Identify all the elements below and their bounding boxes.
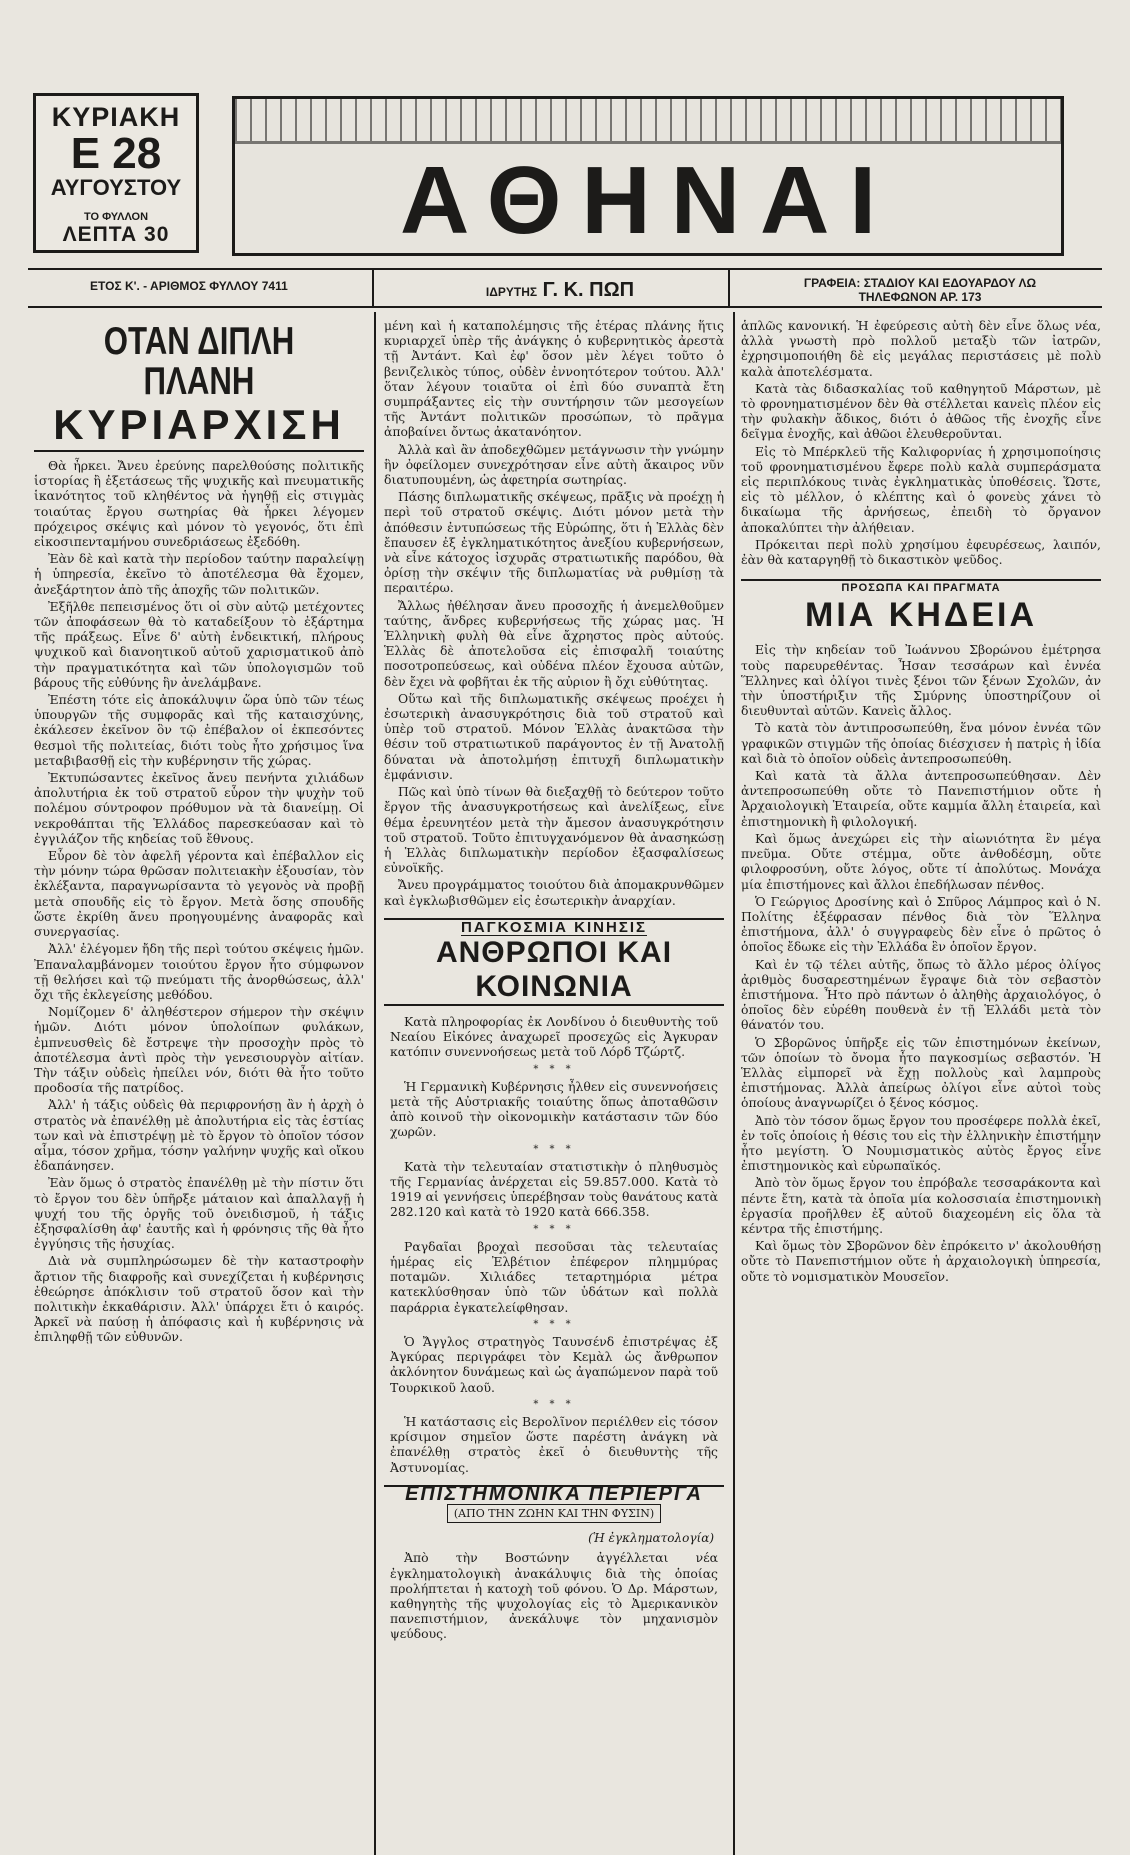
periergа-body bbox=[384, 1550, 724, 1641]
founder-name: Γ. Κ. ΠΩΠ bbox=[542, 279, 635, 301]
column-1 bbox=[34, 318, 364, 1855]
article-paragraph: Ἄλλως ἠθέλησαν ἄνευ προσοχῆς ἡ ἀνεμελθοῦμεν ταύτης, ἄνδρες κυβερνήσεως τῆς χώρας μας. Ἡ Ἑλληνικὴ φυλὴ θὰ εἶνε ἄχρηστος πρὸς αὐτούς. Ἑλλὰς δὲ ἀποτελοῦσα εἰς ἐπισφαλῆ τοιαύτης ποσοτροπεύσεως, καὶ οὐδένα πλέον ἔχουσα αὐτῶν, δὲν ἔχει νὰ φοβῆται ἐκ τῆς αὐριον ἢ ὄχι εὐθύτητας. bbox=[384, 597, 724, 689]
column-3 bbox=[741, 318, 1101, 1855]
day-of-week: ΚΥΡΙΑΚΗ bbox=[51, 102, 181, 132]
world-item: Ραγδαῖαι βροχαὶ πεσοῦσαι τὰς τελευταίας ἡμέρας εἰς Ἐλβέτιον ἐπέφερον πλημμύρας ποταμῶν. Χιλιάδες τεταρτημόρια μέτρα κατεκλύσθησαν ὑπὸ τῶν ὑδάτων καὶ πολλὰ παράρρια ἐγκατελείφθησαν. bbox=[390, 1238, 718, 1315]
continuation-paragraph: Εἰς τὸ Μπέρκλεϋ τῆς Καλιφορνίας ἡ χρησιμοποίησις τοῦ φρονηματισμένου ἔφερε πολὺ καλὰ συμπεράσματα εἰς περιπλόκους τινὰς ἐγκληματικὰς ὑποθέσεις. Ὥστε, εἰς τὸ μέλλον, ὁ κλέπτης καὶ ὁ φονεὺς χάνει τὸ δικαίωμα τῆς ἀρνήσεως, ἐπειδὴ τὸ ὄργανον ἀποκαλύπτει τὴν ἀλήθειαν. bbox=[741, 443, 1101, 535]
column-2 bbox=[384, 318, 724, 1855]
founder-line bbox=[430, 279, 690, 302]
article-headline-1: ΟΤΑΝ ΔΙΠΛΗ ΠΛΑΝΗ bbox=[103, 320, 295, 403]
article-paragraph: Ἐκτυπώσαντες ἐκεῖνος ἄνευ πενήντα χιλιάδων ἀπολυτήρια ἐκ τοῦ στρατοῦ εὗρον τὴν ψυχὴν τοῦ πολέμου σύντροφον πρόθυμον νὰ τὰ διανείμῃ. Οἱ νεκροθάπται τῆς Ἑλλάδος παρεσκεύασαν καὶ τὸ ἐγγιλάζον τῆς κηδείας τοῦ ἔθνους. bbox=[34, 770, 364, 846]
funeral-paragraph: Εἰς τὴν κηδείαν τοῦ Ἰωάννου Σβορώνου ἐμέτρησα τοὺς παρευρεθέντας. Ἦσαν τεσσάρων καὶ ἐννέα Ἕλληνες καὶ ὀλίγοι τινὲς ξένοι τῶν ξένων Σχολῶν, ἀν τὴν ὑποστήριξιν τῆς Σμύρνης ὑποστηρίζουν οἱ διευθυνταὶ αὐτῶν. Κανεὶς ἄλλος. bbox=[741, 642, 1101, 719]
offices-block bbox=[740, 276, 1100, 304]
article-continuation: μένη καὶ ἡ καταπολέμησις τῆς ἑτέρας πλάνης ἥτις κυριαρχεῖ ὑπὲρ τῆς ἀνάγκης ὁ κυβερνητικὸς ἀρεστὰ τῇ Ἀντάντ. Καὶ ἐφ' ὅσον μὲν λέγει τοῦτο ὁ βενιζελικὸς τύπος, οὐδὲν ἐννοητότερον τούτου. Ἀλλ' ὅταν λέγουν τοιαῦτα οἱ ἐπὶ δύο συναπτὰ ἔτη συμπράξαντες εἰς τὴν συντήρησιν τῶν μεσογείων τῆς Ἀντάντ πολιτικῶν προσώπων, τὸ πρᾶγμα ἀποβαίνει ὄντως ἀκατανόητον. bbox=[384, 318, 724, 440]
founder-label: ΙΔΡΥΤΗΣ bbox=[485, 285, 538, 299]
world-items bbox=[384, 1014, 724, 1475]
funeral-section-header bbox=[741, 579, 1101, 634]
funeral-paragraph: Τὸ κατὰ τὸν ἀντιπροσωπεύθη, ἕνα μόνον ἐννέα τῶν γραφικῶν στιγμῶν τῆς ὁποίας διέσχισεν ἡ πατρὶς ἡ ἰδία καὶ διὰ τὸ ὁποῖον οὐδεὶς ἀντεπροσωπεύθη. bbox=[741, 720, 1101, 766]
article-paragraph: Ἀλλ' ἡ τάξις οὐδεὶς θὰ περιφρονήσῃ ἂν ἡ ἀρχὴ ὁ στρατὸς νὰ ἐπανέλθῃ μὲ ἀπολυτήρια εἰς τὰς ἑστίας των καὶ νὰ ἐπιστρέψῃ μὲ τὸ ἔργον τὸ ὁποῖον τόσον αἷμα, τόσον χρῆμα, τόσην γαλήνην ψυχῆς καὶ οἴκου ἐδαπάνησεν. bbox=[34, 1097, 364, 1174]
world-item: Κατὰ τὴν τελευταίαν στατιστικὴν ὁ πληθυσμὸς τῆς Γερμανίας ἀνέρχεται εἰς 59.857.000. Κατὰ τὸ 1919 αἱ γεννήσεις ὑπερέβησαν τοὺς θανάτους κατὰ 282.120 καὶ κατὰ τὸ 1920 κατὰ 666.358. bbox=[390, 1158, 718, 1220]
funeral-paragraph: Ὁ Γεώργιος Δροσίνης καὶ ὁ Σπῦρος Λάμπρος καὶ ὁ Ν. Πολίτης ἐξέφρασαν πένθος διὰ τὸν Ἕλληνα ἐπιστήμονα, ἀλλ' ὁ συγγραφεὺς δὲν εἶνε ὁ πρῶτος ὁ ὁποῖος ἔδωκε εἰς τὴν Ἑλλάδα ἓν ὁποῖον ἔργον. bbox=[741, 893, 1101, 955]
article-paragraph: Πάσης διπλωματικῆς σκέψεως, πρᾶξις νὰ προέχῃ ἡ περὶ τοῦ στρατοῦ σκέψις. Διότι μόνον μετὰ τὴν ἀπόθεσιν ἐντυπώσεως τῆς Εὐρώπης, ὅτι ἡ Ἑλλὰς δὲν ἔπαυσεν ἐξ ἐγκληματικότητος ἀνεξίου κυβερνήσεων, νὰ εἶνε κάτοχος ἰσχυρᾶς στρατιωτικῆς παρόδου, θὰ ὀρίσῃ τὴν σκέψιν τῆς διπλωματίας νὰ ρυθμίσῃ τὰ περαιτέρω. bbox=[384, 489, 724, 596]
offices-address: ΓΡΑΦΕΙΑ: ΣΤΑΔΙΟΥ ΚΑΙ ΕΔΟΥΑΡΔΟΥ ΛΩ bbox=[803, 276, 1037, 290]
article-paragraph: Θὰ ἦρκει. Ἄνευ ἐρεύνης παρελθούσης πολιτικῆς ἱστορίας ἢ ἐξετάσεως τῆς ψυχικῆς καὶ πνευματικῆς ἱκανότητος τοῦ κληθέντος νὰ ἡγηθῇ εἰς στιγμὰς τοιαύτας ἔργου σωτηρίας θὰ ἦρκει λέγομεν πρόχειρος σκέψις καὶ μόνον τὸ γεγονός, ὅτι ἐπὶ εἰκοσιπενταμήνου συνεδριάσεως ἐξεδόθη. bbox=[34, 458, 364, 550]
article-paragraph: Διὰ νὰ συμπληρώσωμεν δὲ τὴν καταστροφὴν ἄρτιον τῆς διαφροῆς καὶ συνεχίζεται ἡ κυβέρνησις ἐθεώρησε ἀπόκλισιν τοῦ στρατοῦ ὅσον καὶ τὴν πολιτικὴν ἐκκαθάρισιν. Ἀλλ' ὑπάρχει ἔτι ὁ καιρός. Ἀρκεῖ νὰ παύσῃ ἡ ἀπόφασις καὶ ἡ κυβέρνησις νὰ ἐπιληφθῇ τῶν εὐθυνῶν. bbox=[34, 1253, 364, 1345]
article-paragraph: Οὕτω καὶ τῆς διπλωματικῆς σκέψεως προέχει ἡ ἐσωτερικὴ ἀνασυγκρότησις διὰ τοῦ στρατοῦ καὶ ὑπὲρ τοῦ στρατοῦ. Μόνον Ἑλλὰς ἀνακτῶσα τὴν θέσιν τοῦ στρατιωτικοῦ παράγοντος ἐν τῇ Ἀνατολῇ δύναται νὰ ἀποτολμήσῃ ἐπιτυχῆ διπλωματικὴν ἐμφάνισιν. bbox=[384, 690, 724, 782]
article-paragraph: Εὗρον δὲ τὸν ἀφελῆ γέροντα καὶ ἐπέβαλλον εἰς τὴν μόνην τώρα θρῶσαν πολιτειακὴν ἐξουσίαν, τὸν ἐκλέξαντα, παραγνωρίσαντα τὸ γεγονὸς νὰ προβῇ μετὰ σπουδῆς εἰς τὸ ἔργον. Μετὰ ὅσης σπουδῆς ὥστε ἐκρίθη ἄνευ προηγουμένης ἀναφορᾶς καὶ συνεργασίας. bbox=[34, 848, 364, 940]
masthead-rule-top bbox=[28, 268, 1102, 270]
month: ΑΥΓΟΥΣΤΟΥ bbox=[50, 175, 182, 200]
world-item: Ἡ κατάστασις εἰς Βερολῖνον περιέλθεν εἰς τόσον κρίσιμον σημεῖον ὥστε παρέστη ἀνάγκη νὰ ἐπανέλθῃ στρατὸς ἐκεῖ ὁ διευθυντὴς τῆς Ἀστυνομίας. bbox=[390, 1414, 718, 1475]
continuation-paragraph: Πρόκειται περὶ πολὺ χρησίμου ἐφευρέσεως, λαιπόν, ἐὰν θὰ καταργηθῇ τὸ δικαστικὸν ψεῦδος. bbox=[741, 536, 1101, 568]
column-rule-2 bbox=[733, 312, 735, 1855]
article-paragraph: Ἐπέστη τότε εἰς ἀποκάλυψιν ὥρα ὑπὸ τῶν τέως ὑπουργῶν τῆς συμφορᾶς καὶ τῆς καταισχύνης, ἐκάλεσεν ἐκεῖνον ὃν τῷ ἐπέβαλον οἱ ἐκπεσόντες θεσμοὶ τῆς πολιτείας, διότι τοὺς ἦτο χρήσιμος ἵνα μεταβιβασθῇ εἰς τὴν κυβέρνησιν τῆς χώρας. bbox=[34, 692, 364, 768]
article-paragraph: Ἀλλὰ καὶ ἂν ἀποδεχθῶμεν μετάγνωσιν τὴν γνώμην ἣν ὀφείλομεν συνεχρότησαν εἶνε αὐτὴ ἄκαιρος νῦν διατυπουμένη, ὡς ἀφετηρία σωτηρίας. bbox=[384, 441, 724, 488]
periergа-paragraph: Ἀπὸ τὴν Βοστώνην ἀγγέλλεται νέα ἐγκληματολογικὴ ἀνακάλυψις διὰ τὴς ὁποίας προλήπτεται ἡ κατοχὴ τοῦ φόνου. Ὁ Δρ. Μάρστων, καθηγητὴς τῆς ψυχολογίας εἰς τὸ Ἀμερικανικὸν πανεπιστήμιον, ἀνεκάλυψε τὸν μηχανισμὸν ψεύδους. bbox=[390, 1550, 718, 1642]
funeral-paragraph: Καὶ ὅμως ἀνεχώρει εἰς τὴν αἰωνιότητα ἓν μέγα πνεῦμα. Οὔτε στέμμα, οὔτε ἀνθοδέσμη, οὔτε φιλοφροσύνη, οὔτε λόγος, οὔτε τί ἀπολύτως. Μονάχα μία ἐπιστήμονες καὶ ἄλλοι ἐπεδήλωσαν πένθος. bbox=[741, 830, 1101, 892]
article-paragraph: Ἄνευ προγράμματος τοιούτου διὰ ἀπομακρυνθῶμεν καὶ ἐγκλωβισθῶμεν εἰς ἐσωτερικὴν ἀναρχίαν. bbox=[384, 877, 724, 908]
continuation-paragraph: ἁπλῶς κανονική. Ἡ ἐφεύρεσις αὐτὴ δὲν εἶνε ὅλως νέα, ἀλλὰ γνωστὴ πρὸ πολλοῦ μεταξὺ τῶν ἰατρῶν, ἐχρησιμοποιήθη δὲ εἰς μεγάλας περιστάσεις μὲ πολὺ καλὰ ἀποτελέσματα. bbox=[741, 318, 1101, 379]
article-paragraph: Ἀλλ' ἐλέγομεν ἤδη τῆς περὶ τούτου σκέψεις ἡμῶν. Ἐπαναλαμβάνομεν τοιούτου ἔργον ἦτο σύμφωνον τῇ θελήσει καὶ τῷ πνεύματι τῆς ἀνορθώσεως, ἀλλ' ὄχι τῆς ἐκλεγείσης μεθόδου. bbox=[34, 941, 364, 1002]
masthead-banner bbox=[232, 96, 1064, 256]
date-box bbox=[33, 93, 199, 253]
article-paragraph: Ἐὰν ὅμως ὁ στρατὸς ἐπανέλθῃ μὲ τὴν πίστιν ὅτι τὸ ἔργον του δὲν ὑπῆρξε μάταιον καὶ ἀπαλλαγῇ ἡ ψυχή του τῆς ὀργῆς τοῦ ὀνειδισμοῦ, ἡ τάξις ἐξησφαλίσθη ἀφ' ἑαυτῆς καὶ ἡ φρόνησις τῆς θὰ ἦτο ἐγγύησις τῆς ἡσυχίας. bbox=[34, 1175, 364, 1252]
periergа-section-header bbox=[384, 1482, 724, 1523]
world-item: Κατὰ πληροφορίας ἐκ Λονδίνου ὁ διευθυντὴς τοῦ Νεαίου Εἰκόνες ἀναχωρεῖ προσεχῶς εἰς Ἀγκυραν κατόπιν συνεννοήσεως μετὰ τοῦ Λόρδ Τζώρτζ. bbox=[390, 1013, 718, 1060]
periergа-headline: ΕΠΙΣΤΗΜΟΝΙΚΑ ΠΕΡΙΕΡΓΑ bbox=[405, 1482, 703, 1505]
world-item: Ἡ Γερμανικὴ Κυβέρνησις ἦλθεν εἰς συνεννοήσεις μετὰ τῆς Αὐστριακῆς τοιαύτης ὅπως ἀποταθῶσιν ἀπὸ κοινοῦ τὴν οἰκονομικὴν κατάστασιν τῶν δύο χωρῶν. bbox=[390, 1078, 718, 1140]
funeral-paragraph: Καὶ κατὰ τὰ ἄλλα ἀντεπροσωπεύθησαν. Δὲν ἀντεπροσωπεύθη οὔτε τὸ Πανεπιστήμιον οὔτε ἡ Ἀρχαιολογικὴ Ἑταιρεία, οὔτε καμμία ἄλλη ἑταιρεία, καὶ ἐπιστημονικὴ ἢ φιλολογική. bbox=[741, 768, 1101, 829]
separator-stars: * * * bbox=[533, 1223, 575, 1235]
funeral-paragraph: Ἀπὸ τὸν ὅμως ἔργον του ἐπρόβαλε τεσσαράκοντα καὶ πέντε ἔτη, κατὰ τὰ ὁποῖα μία κολοσσιαία ἐπιστημονικὴ ἐργασία προῆλθεν ἐξ αὐτοῦ διαχεομένη εἰς ὅλα τὰ κέντρα τῆς ἐπιστήμης. bbox=[741, 1175, 1101, 1236]
separator-stars: * * * bbox=[533, 1318, 575, 1330]
price-label: ΤΟ ΦΥΛΛΟΝ bbox=[83, 211, 149, 223]
article-paragraph: Ἐὰν δὲ καὶ κατὰ τὴν περίοδον ταύτην παραλείψῃ ἡ ὑπηρεσία, ἐκεῖνο τὸ ἀποτέλεσμα θὰ ἔχομεν, ἀνεξάρτητον ἀπὸ τῆς ἀποχῆς τῶν πολιτικῶν. bbox=[34, 551, 364, 597]
world-headline: ΑΝΘΡΩΠΟΙ ΚΑΙ ΚΟΙΝΩΝΙΑ bbox=[435, 935, 673, 1003]
funeral-paragraph: Καὶ ἐν τῷ τέλει αὐτῆς, ὅπως τὸ ἄλλο μέρος ὀλίγος ἀριθμὸς δυσαρεστημένων ἔγραψε διὰ τὸν σεβαστὸν ἐπιστήμονα. Ἦτο πρὸ πάντων ὁ ἀληθὴς ἀρχαιολόγος, ὁ ὁποῖος δὲν εὑρέθη πουθενὰ ἐν τῇ Ἑλλάδι μετὰ τὸν θάνατόν του. bbox=[741, 956, 1101, 1033]
separator-stars: * * * bbox=[533, 1398, 575, 1410]
world-kicker: ΠΑΓΚΟΣΜΙΑ ΚΙΝΗΣΙΣ bbox=[461, 918, 647, 936]
meta-divider-1 bbox=[372, 270, 374, 306]
date-number: Ε 28 bbox=[70, 129, 162, 178]
meta-divider-2 bbox=[728, 270, 730, 306]
offices-phone: ΤΗΛΕΦΩΝΟΝ ΑΡ. 173 bbox=[858, 290, 982, 304]
separator-stars: * * * bbox=[533, 1143, 575, 1155]
price: ΛΕΠΤΑ 30 bbox=[62, 223, 170, 246]
issue-number: ΕΤΟΣ Κ'. - ΑΡΙΘΜΟΣ ΦΥΛΛΟΥ 7411 bbox=[90, 279, 288, 293]
world-item: Ὁ Ἄγγλος στρατηγὸς Ταυνσένδ ἐπιστρέψας ἐξ Ἀγκύρας περιγράφει τὸν Κεμὰλ ὡς ἄνθρωπον ἀκλόνητον δυνάμεως καὶ ὡς ἀγαπώμενον παρὰ τοῦ Τουρκικοῦ λαοῦ. bbox=[390, 1333, 718, 1395]
article-paragraph: Πῶς καὶ ὑπὸ τίνων θὰ διεξαχθῇ τὸ δεύτερον τοῦτο ἔργον τῆς ἀνασυγκροτήσεως καὶ ἀνελίξεως, εἶνε θέμα ἐρευνητέον μετὰ τὴν ἄμεσον ἀνασυγκρότησιν τοῦ στρατοῦ. Τοῦτο ἐπιτυγχανόμενον θὰ ἀνασηκώσῃ ἡ Ἑλλὰς διπλωματικὴν περίοδον ἐξασφαλίσεως εὐνοϊκῆς. bbox=[384, 784, 724, 876]
separator-stars: * * * bbox=[533, 1063, 575, 1075]
decorative-frieze bbox=[235, 99, 1061, 144]
funeral-paragraph: Ὁ Σβορῶνος ὑπῆρξε εἰς τῶν ἐπιστημόνων ἐκείνων, τῶν ὁποίων τὸ ὄνομα ἦτο παγκοσμίως σεβαστόν. Ἡ Ἑλλὰς εἰμπορεῖ νὰ ἔχῃ πολλοὺς καὶ λαμπροὺς ἐπιστήμονας. Ἀλλὰ ἀπείρως ὀλίγοι εἶνε αὐτοὶ τοὺς ὁποίους ἀναγνωρίζει ὁ ξένος κόσμος. bbox=[741, 1034, 1101, 1111]
periergа-subhead: (ΑΠΟ ΤΗΝ ΖΩΗΝ ΚΑΙ ΤΗΝ ΦΥΣΙΝ) bbox=[447, 1504, 661, 1523]
article-headline-2: ΚΥΡΙΑΡΧΙΣΗ bbox=[34, 402, 364, 452]
periergа-topic: (Ἡ ἐγκληματολογία) bbox=[588, 1531, 714, 1546]
newspaper-title: ΑΘΗΝΑΙ bbox=[399, 147, 897, 254]
masthead-rule-bottom bbox=[28, 306, 1102, 308]
funeral-headline: ΜΙΑ ΚΗΔΕΙΑ bbox=[805, 596, 1037, 635]
funeral-paragraph: Καὶ ὅμως τὸν Σβορῶνον δὲν ἐπρόκειτο ν' ἀκολουθήσῃ οὔτε τὸ Πανεπιστήμιον οὔτε ἡ ἀρχαιολογικὴ ὑπηρεσία, οὔτε τὸ νομισματικὸν Μουσεῖον. bbox=[741, 1238, 1101, 1284]
funeral-paragraph: Ἀπὸ τὸν τόσον ὅμως ἔργον του προσέφερε πολλὰ ἐκεῖ, ἐν τοῖς ὁποίοις ἡ θέσις του εἰς τὴν ἑλληνικὴν ἐπιστήμην ἦτο μεγίστη. Ὁ Νουμισματικὸς αὐτὸς ἔργος εἶνε ἐπιστημονικὸς καὶ εὐρωπαϊκός. bbox=[741, 1112, 1101, 1174]
world-section-header bbox=[384, 918, 724, 1006]
funeral-kicker: ΠΡΟΣΩΠΑ ΚΑΙ ΠΡΑΓΜΑΤΑ bbox=[841, 582, 1001, 595]
article-paragraph: Ἐξῆλθε πεπεισμένος ὅτι οἱ σὺν αὐτῷ μετέχοντες τῶν ἀποφάσεων θὰ τὸ καταδείξουν τὸ ἐξάρτημα τῆς πράξεως. Εἶνε δ' αὐτὴ ἐνδεικτική, πλήρους ψυχικοῦ καὶ διανοητικοῦ αὐτοῦ χαρισματικοῦ ἀπὸ τὴν πραγματικότητα καὶ τῶν ὑπολογισμῶν τοῦ βάρους τῆς εὐθύνης ἣν ἀνελάμβανε. bbox=[34, 598, 364, 690]
continuation-paragraph: Κατὰ τὰς διδασκαλίας τοῦ καθηγητοῦ Μάρστων, μὲ τὸ φρονηματισμένον δὲν θὰ στέλλεται κανεὶς πλέον εἰς τὴν φυλακὴν ἄδικος, διότι ὁ ἀθῶος τῆς ἐνοχῆς εἶνε δεῖγμα ἐνοχῆς, καὶ ἀθῶοι ἐλευθεροῦνται. bbox=[741, 380, 1101, 442]
article-paragraph: Νομίζομεν δ' ἀληθέστερον σήμερον τὴν σκέψιν ἡμῶν. Διότι μόνον ὑπολοίπων φυλάκων, ἐμπνευσθεὶς δὲ ἔστρεψε τὴν προσοχὴν πρὸς τὸ ἀποτέλεσμα ἀντὶ πρὸς τὴν γενεσιουργὸν αἰτίαν. Τὴν τάξιν οὐδεὶς ἠπείλει νόν, διότι θὰ ἦτο τοῦτο προδοσία τῆς πατρίδος. bbox=[34, 1004, 364, 1096]
column-rule-1 bbox=[374, 312, 376, 1855]
